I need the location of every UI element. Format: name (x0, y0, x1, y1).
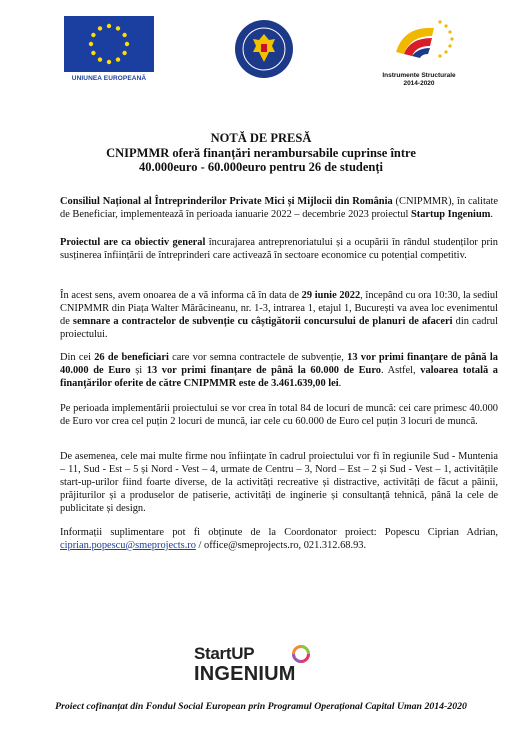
paragraph-contact: Informații suplimentare pot fi obținute de la Coordonator proiect: Popescu Ciprian Adrian, ciprian.popescu@smeprojects.ro / office@smeprojects.ro, 021.312.68.93. (60, 527, 498, 551)
press-release-title (40, 131, 482, 175)
paragraph-objective: Proiectul are ca obiectiv general încurajarea antreprenoriatului și a ocupării în rândul studenților prin susținerea înființării de întreprinderi care activează în sectoare economice cu potențial competitiv. (60, 237, 499, 261)
contact-email-link[interactable]: ciprian.popescu@smeprojects.ro (60, 539, 196, 551)
paragraph-beneficiary: Consiliul Național al Întreprinderilor Private Mici și Mijlocii din România (CNIPMMR), în calitate de Beneficiar, implementează în perioada ianuarie 2022 – decembrie 2023 proiectul Startup Ingenium. (60, 196, 498, 220)
paragraph-event: În acest sens, avem onoarea de a vă informa că în data de 29 iunie 2022, începând cu ora 10:30, la sediul CNIPMMR din Piața Walter Mărăcineanu, nr. 1-3, intrarea 1, etajul 1, București va avea loc evenimentul de semnare a contractelor de subvenție cu câștigătorii concursului de planuri de afaceri din cadrul proiectului. (60, 290, 498, 340)
eu-logo (64, 16, 154, 82)
is-caption-title: Instrumente Structurale (382, 72, 456, 79)
structural-instruments-icon (374, 14, 464, 66)
startup-swirl-icon (292, 645, 310, 663)
structural-instruments-logo (374, 14, 464, 88)
eu-flag-icon (64, 16, 154, 72)
startup-logo-bottom: INGENIUM (194, 663, 296, 685)
startup-ingenium-logo (194, 645, 334, 693)
footer-cofinancing-note: Proiect cofinanțat din Fondul Social European prin Programul Operațional Capital Uman 2014-2020 (55, 701, 467, 712)
title-line-2: CNIPMMR oferă finanțări nerambursabile cuprinse între (106, 145, 416, 160)
startup-logo-top: StartUP (194, 644, 255, 663)
title-line-3: 40.000euro - 60.000euro pentru 26 de studenți (139, 160, 383, 174)
government-seal-icon (233, 18, 295, 80)
paragraph-jobs: Pe perioada implementării proiectului se vor crea în total 84 de locuri de muncă: cei care primesc 40.000 de Euro vor crea cel puțin 2 locuri de muncă, iar cele cu 60.000 de Euro cel puțin 3 locuri de muncă. (60, 403, 498, 427)
paragraph-regions: De asemenea, cele mai multe firme nou înființate în cadrul proiectului vor fi în regiunile Sud - Muntenia – 11, Sud - Est – 5 și Nord - Vest – 4, urmate de Centru – 3, Nord – Est – 2 și Sud - Vest – 1, activitățile start-up-urilor fiind foarte diverse, de la activități recreative și distractive, activități de făcut a pâinii, prăjiturilor și a produselor de patiserie, activități de inginerie și consultanță tehnică, până la cele de publicitate și design. (60, 451, 498, 514)
eu-caption: UNIUNEA EUROPEANĂ (71, 75, 147, 82)
paragraph-beneficiaries: Din cei 26 de beneficiari care vor semna contractele de subvenție, 13 vor primi finanțare de până la 40.000 de Euro și 13 vor primi finanțare de până la 60.000 de Euro. Astfel, valoarea totală a finanțărilor oferite de către CNIPMMR este de 3.461.639,00 lei. (60, 352, 498, 389)
is-caption-years: 2014-2020 (403, 80, 435, 87)
title-line-1: NOTĂ DE PRESĂ (210, 131, 312, 145)
